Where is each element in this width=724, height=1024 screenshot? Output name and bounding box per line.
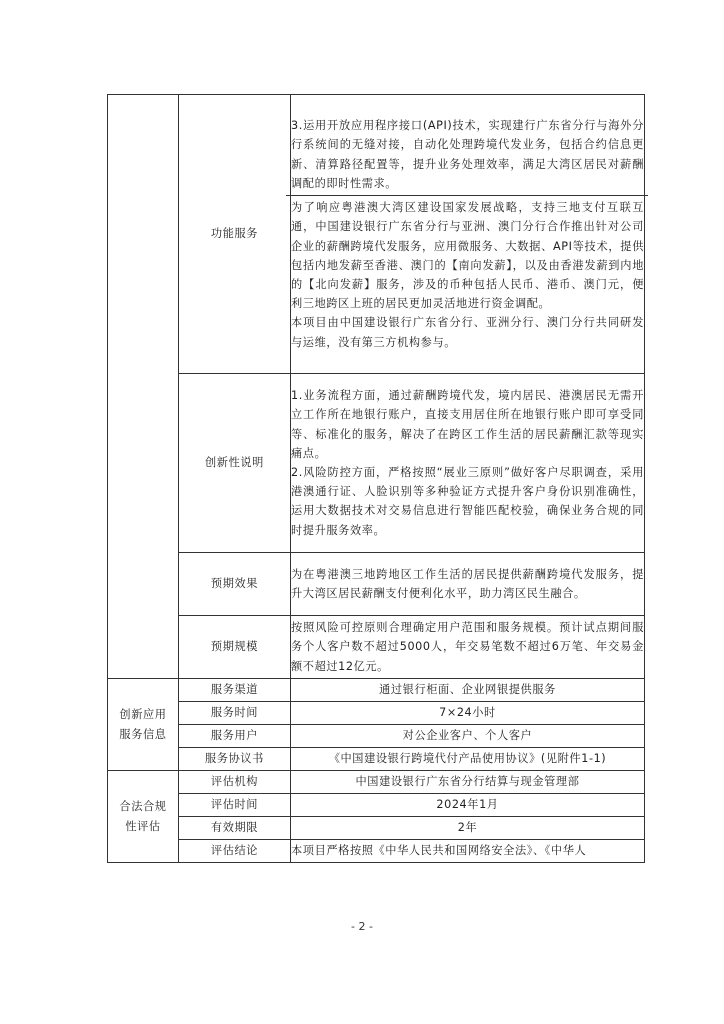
assessment-time-value: 2024年1月 (291, 794, 645, 817)
service-info-row (108, 702, 645, 725)
service-users-value: 对公企业客户、个人客户 (291, 725, 645, 748)
legal-assessment-row (108, 794, 645, 817)
validity-period-value: 2年 (291, 817, 645, 840)
expected-scale-label: 预期规模 (179, 616, 291, 679)
expected-effect-text: 为在粤港澳三地跨地区工作生活的居民提供薪酬跨境代发服务，提升大湾区居民薪酬支付便利化水平，助力湾区民生融合。 (291, 553, 645, 616)
service-info-section-label: 创新应用服务信息 (108, 679, 179, 771)
assessment-org-value: 中国建设银行广东省分行结算与现金管理部 (291, 771, 645, 794)
service-agreement-value: 《中国建设银行跨境代付产品使用协议》(见附件1-1) (291, 748, 645, 771)
service-time-label: 服务时间 (179, 702, 291, 725)
service-time-value: 7×24小时 (291, 702, 645, 725)
innovation-label: 创新性说明 (179, 374, 291, 553)
expected-scale-text: 按照风险可控原则合理确定用户范围和服务规模。预计试点期间服务个人客户数不超过5000人，年交易笔数不超过6万笔、年交易金额不超过12亿元。 (291, 616, 645, 679)
innovation-row (108, 374, 645, 553)
function-service-para-3: 本项目由中国建设银行广东省分行、亚洲分行、澳门分行共同研发与运维，没有第三方机构参与。 (291, 316, 644, 349)
innovation-text (291, 374, 645, 553)
legal-assessment-row (108, 840, 645, 863)
service-users-label: 服务用户 (179, 725, 291, 748)
assessment-conclusion-label: 评估结论 (179, 840, 291, 863)
page-number: - 2 - (351, 920, 373, 933)
innovation-para-1: 1.业务流程方面，通过薪酬跨境代发，境内居民、港澳居民无需开立工作所在地银行账户，直接支用居住所在地银行账户即可享受同等、标准化的服务，解决了在跨区工作生活的居民薪酬汇款等现实痛点。 (291, 389, 644, 460)
service-info-row (108, 725, 645, 748)
expected-scale-row (108, 616, 645, 679)
expected-effect-label: 预期效果 (179, 553, 291, 616)
service-channel-value: 通过银行柜面、企业网银提供服务 (291, 679, 645, 702)
service-channel-label: 服务渠道 (179, 679, 291, 702)
section-cell-empty (108, 95, 179, 679)
legal-assessment-row (108, 771, 645, 794)
expected-effect-row (108, 553, 645, 616)
function-service-para-1: 3.运用开放应用程序接口(API)技术，实现建行广东省分行与海外分行系统间的无缝对接，自动化处理跨境代发业务，包括合约信息更新、清算路径配置等，提升业务处理效率，满足大湾区居民对薪酬调配的即时性需求。 (291, 119, 644, 190)
validity-period-label: 有效期限 (179, 817, 291, 840)
function-service-label: 功能服务 (179, 95, 291, 374)
service-agreement-label: 服务协议书 (179, 748, 291, 771)
assessment-time-label: 评估时间 (179, 794, 291, 817)
legal-assessment-section-label: 合法合规性评估 (108, 771, 179, 863)
service-info-row (108, 748, 645, 771)
function-service-para-2: 为了响应粤港澳大湾区建设国家发展战略，支持三地支付互联互通，中国建设银行广东省分行与亚洲、澳门分行合作推出针对公司企业的薪酬跨境代发服务，应用微服务、大数据、API等技术，提供包括内地发薪至香港、澳门的【南向发薪】，以及由香港发薪到内地的【北向发薪】服务，涉及的币种包括人民币、港币、澳门元，便利三地跨区上班的居民更加灵活地进行资金调配。 (286, 195, 648, 313)
function-service-text (291, 95, 645, 374)
service-info-row (108, 679, 645, 702)
innovation-para-2: 2.风险防控方面，严格按照“展业三原则”做好客户尽职调查，采用港澳通行证、人脸识别等多种验证方式提升客户身份识别准确性，运用大数据技术对交易信息进行智能匹配校验，确保业务合规的同时提升服务效率。 (291, 466, 644, 537)
legal-assessment-row (108, 817, 645, 840)
assessment-org-label: 评估机构 (179, 771, 291, 794)
function-service-row (108, 95, 645, 374)
assessment-conclusion-text: 本项目严格按照《中华人民共和国网络安全法》、《中华人 (291, 840, 645, 863)
content-table (107, 94, 645, 863)
